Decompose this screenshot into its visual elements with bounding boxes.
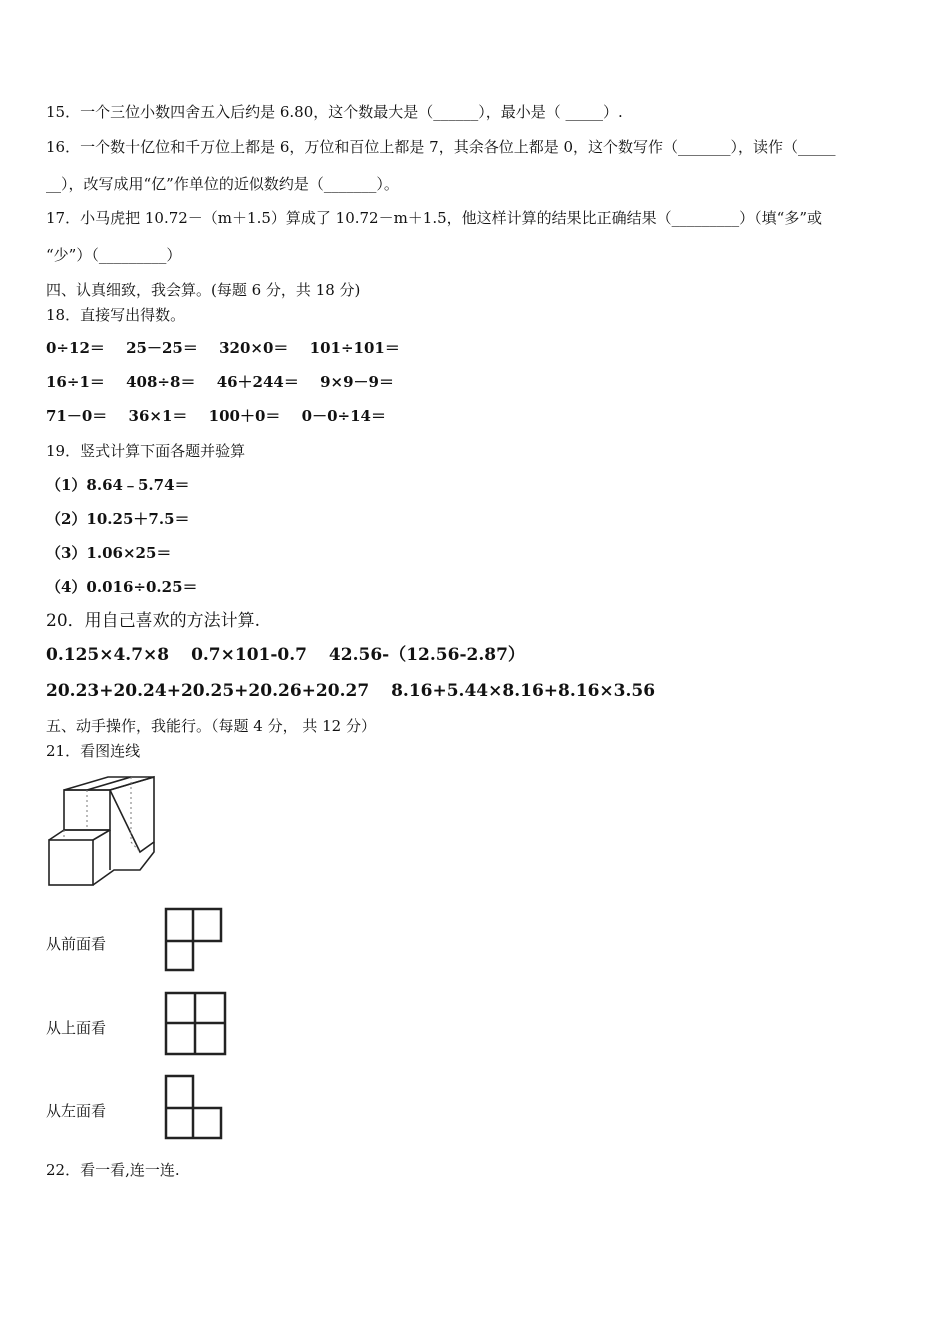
q18-row-2 (46, 372, 410, 392)
question-15: 15．一个三位小数四舍五入后约是 6.80，这个数最大是（______），最小是（ _____）. (46, 103, 623, 121)
calc-item: 320×0＝ (219, 339, 289, 357)
question-16-line2: __），改写成用“亿”作单位的近似数约是（_______）。 (46, 175, 399, 193)
question-19: 19．竖式计算下面各题并验算 (46, 442, 246, 460)
question-17-line2: “少”）（_________） (46, 246, 182, 264)
cube-figure (44, 772, 159, 890)
question-18: 18．直接写出得数。 (46, 306, 186, 324)
question-20: 20．用自己喜欢的方法计算. (46, 611, 261, 631)
q20-row-2 (46, 681, 671, 701)
section-4-heading: 四、认真细致，我会算。(每题 6 分，共 18 分) (46, 281, 361, 299)
calc-item: 0.125×4.7×8 (46, 645, 170, 665)
calc-item: 25－25＝ (126, 339, 198, 357)
q18-row-3 (46, 406, 402, 426)
question-17-line1: 17．小马虎把 10.72－（m＋1.5）算成了 10.72－m＋1.5，他这样计算的结果比正确结果（_________）（填“多”或 (46, 209, 823, 227)
calc-item: 71－0＝ (46, 407, 108, 425)
calc-item: 408÷8＝ (126, 373, 196, 391)
question-16-line1: 16．一个数十亿位和千万位上都是 6，万位和百位上都是 7，其余各位上都是 0，这个数写作（_______），读作（_____ (46, 138, 836, 156)
calc-item: 36×1＝ (128, 407, 188, 425)
left-view-label: 从左面看 (46, 1102, 107, 1120)
front-view-grid (163, 907, 225, 973)
q20-row-1 (46, 645, 541, 665)
calc-item: 101÷101＝ (309, 339, 400, 357)
section-5-heading: 五、动手操作，我能行。（每题 4 分， 共 12 分） (46, 717, 376, 735)
question-22: 22．看一看,连一连. (46, 1161, 180, 1179)
q19-item-4: （4）0.016÷0.25＝ (46, 578, 198, 596)
calc-item: 0.7×101-0.7 (191, 645, 307, 665)
q19-item-3: （3）1.06×25＝ (46, 544, 172, 562)
calc-item: 16÷1＝ (46, 373, 105, 391)
calc-item: 0÷12＝ (46, 339, 105, 357)
calc-item: 0－0÷14＝ (301, 407, 386, 425)
calc-item: 20.23+20.24+20.25+20.26+20.27 (46, 681, 370, 701)
left-view-grid (163, 1074, 225, 1142)
q19-item-1: （1）8.64﹣5.74＝ (46, 476, 190, 494)
top-view-grid (163, 990, 229, 1058)
calc-item: 100＋0＝ (208, 407, 281, 425)
calc-item: 42.56-（12.56-2.87） (328, 645, 525, 665)
calc-item: 8.16+5.44×8.16+8.16×3.56 (391, 681, 656, 701)
q18-row-1 (46, 338, 416, 358)
question-21: 21．看图连线 (46, 742, 141, 760)
q19-item-2: （2）10.25＋7.5＝ (46, 510, 190, 528)
top-view-label: 从上面看 (46, 1019, 107, 1037)
front-view-label: 从前面看 (46, 935, 107, 953)
calc-item: 46＋244＝ (216, 373, 299, 391)
calc-item: 9×9－9＝ (320, 373, 394, 391)
